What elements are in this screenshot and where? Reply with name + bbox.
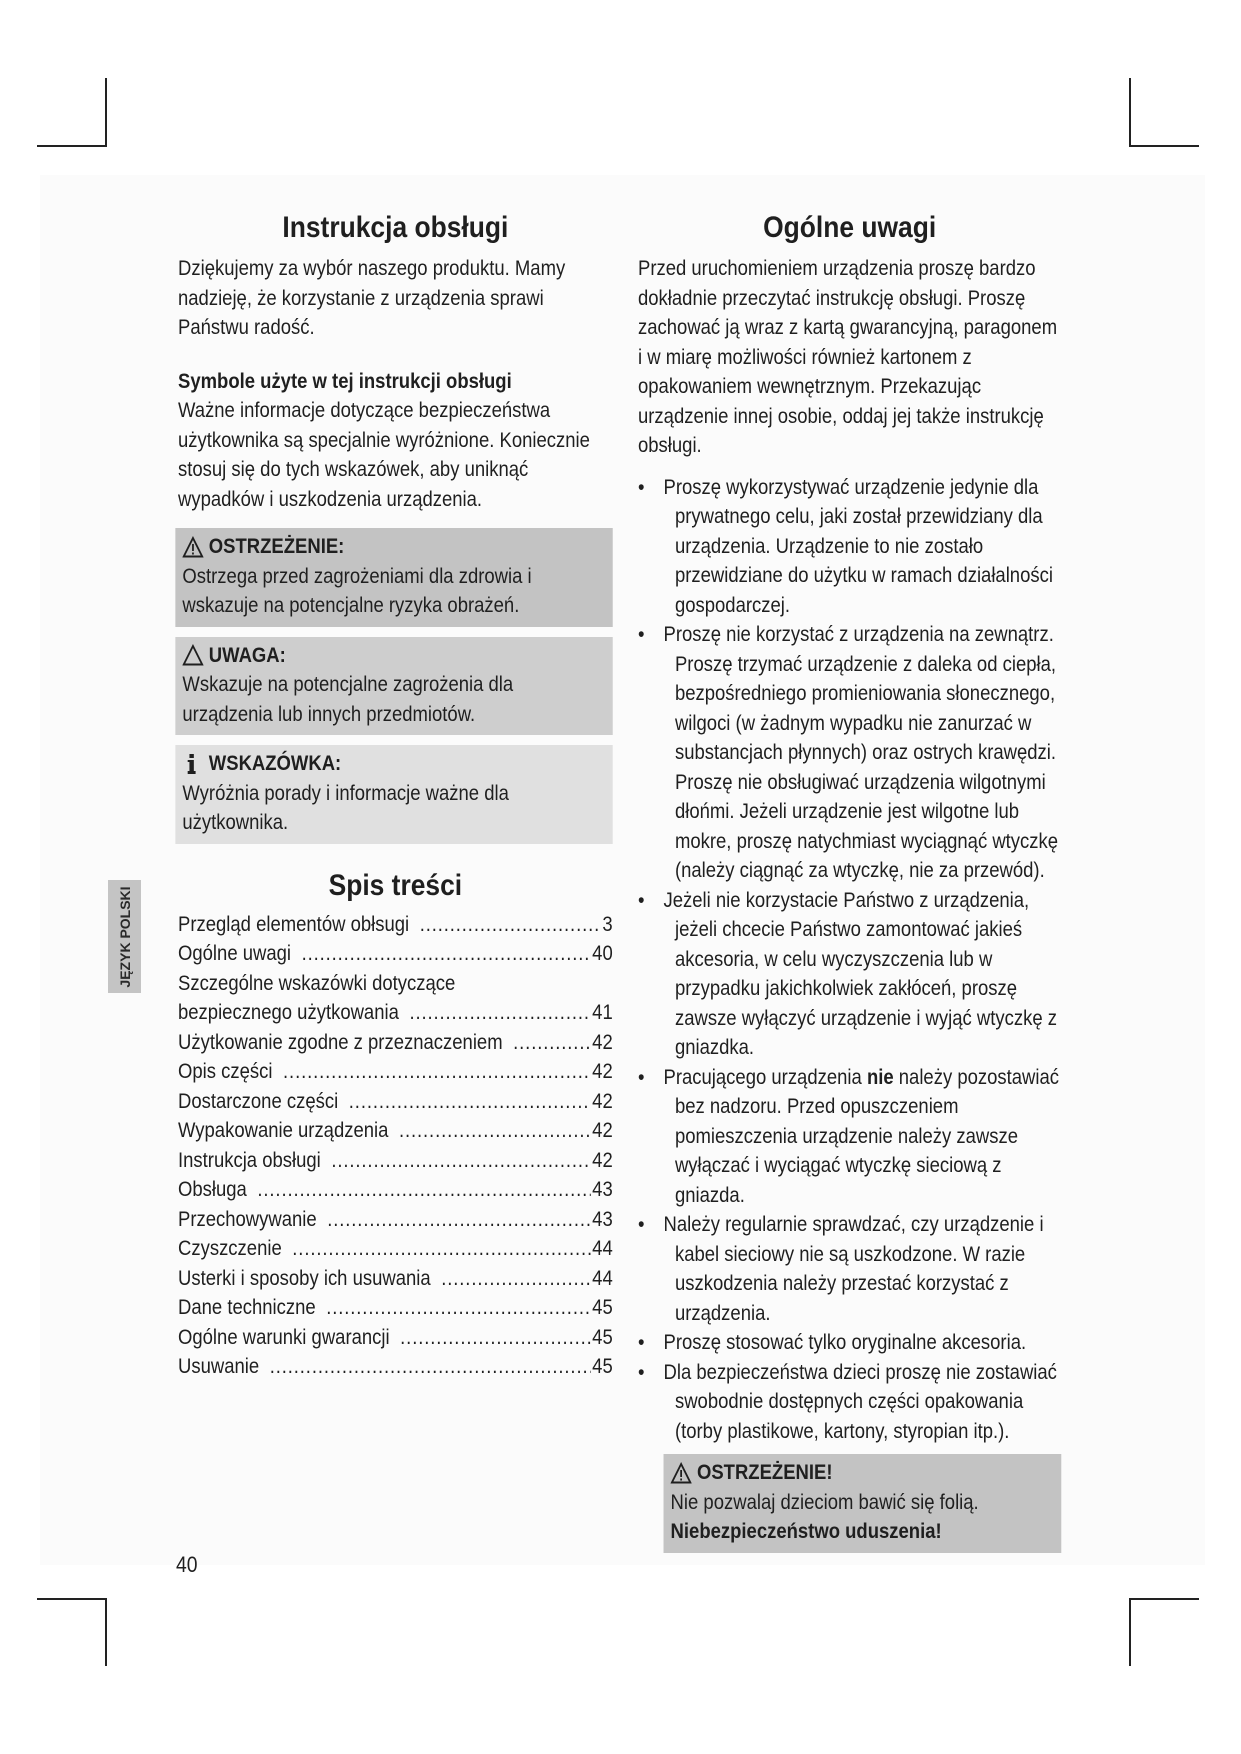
toc-dot-leader bbox=[302, 939, 591, 969]
bullet-marker: • bbox=[638, 1065, 645, 1089]
warning-notice bbox=[175, 528, 612, 627]
toc-dot-leader bbox=[257, 1175, 590, 1205]
toc-entry-page: 44 bbox=[592, 1237, 613, 1260]
crop-mark-top-left-horizontal bbox=[37, 145, 107, 147]
child-warning-box bbox=[664, 1454, 1062, 1553]
toc-dot-leader bbox=[441, 1264, 590, 1294]
safety-bullet-list bbox=[638, 473, 1061, 1447]
warning-triangle-icon bbox=[671, 1462, 692, 1484]
safety-bullet-item bbox=[638, 1063, 1061, 1211]
safety-bullet-item bbox=[638, 886, 1061, 1063]
manual-heading: Instrukcja obsługi bbox=[282, 211, 509, 244]
bullet-text bbox=[663, 1063, 1061, 1211]
child-warning-bold: Niebezpieczeństwo uduszenia! bbox=[670, 1520, 942, 1543]
toc-entry-label: Usterki i sposoby ich usuwania bbox=[178, 1266, 431, 1290]
bullet-text: Proszę nie korzystać z urządzenia na zewnątrz. Proszę trzymać urządzenie z daleka od ciepła, bezpośredniego promieniowania słonecznego, wilgoci (w żadnym wypadku nie zanurzać w substancjach płynnych) oraz ostrych krawędzi. Proszę nie obsługiwać urządzenia wilgotnymi dłońmi. Jeżeli urządzenie jest wilgotne lub mokre, proszę natychmiast wyciągnąć wtyczkę (należy ciągnąć za wtyczkę, nie za przewód). bbox=[663, 623, 1059, 882]
toc-entry bbox=[178, 1146, 613, 1176]
toc-entry-page: 45 bbox=[592, 1325, 613, 1349]
toc-entry-label: Czyszczenie bbox=[178, 1237, 282, 1260]
bullet-text: Proszę wykorzystywać urządzenie jedynie dla prywatnego celu, jaki został przewidziany dla urządzenia. Urządzenie to nie zostało przewidziane do użytku w ramach działalności gospodarczej. bbox=[663, 475, 1053, 617]
toc-entry-label: Opis części bbox=[178, 1060, 273, 1083]
bullet-text: Proszę stosować tylko oryginalne akcesoria. bbox=[663, 1331, 1027, 1354]
child-warning-text bbox=[671, 1488, 1055, 1547]
language-side-tab-label: JĘZYK POLSKI bbox=[116, 885, 133, 988]
crop-mark-top-right-horizontal bbox=[1129, 145, 1199, 147]
left-column bbox=[178, 208, 613, 1382]
general-notes-intro: Przed uruchomieniem urządzenia proszę bardzo dokładnie przeczytać instrukcję obsługi. Proszę zachować ją wraz z kartą gwarancyjną, paragonem i w miarę możliwości również kartonem z opakowaniem wewnętrznym. Przekazując urządzenie innej osobie, oddaj jej także instrukcję obsługi. bbox=[638, 257, 1058, 457]
toc-entry bbox=[178, 939, 613, 969]
crop-mark-bottom-left-vertical bbox=[105, 1598, 107, 1666]
toc-entry bbox=[178, 1264, 613, 1294]
bullet-text-emphasis: nie bbox=[866, 1065, 894, 1089]
bullet-marker: • bbox=[638, 1213, 645, 1236]
toc-entry-label: Użytkowanie zgodne z przeznaczeniem bbox=[178, 1030, 503, 1054]
caution-notice-title bbox=[182, 641, 605, 671]
page-number: 40 bbox=[176, 1552, 198, 1577]
toc-entry-page: 42 bbox=[592, 1148, 613, 1172]
toc-dot-leader bbox=[400, 1323, 590, 1353]
toc-entry-page: 41 bbox=[592, 1001, 613, 1024]
child-warning-title bbox=[671, 1458, 1055, 1488]
toc-dot-leader bbox=[270, 1352, 591, 1382]
crop-mark-top-right-vertical bbox=[1129, 78, 1131, 146]
toc-entry-page: 43 bbox=[592, 1178, 613, 1201]
intro-text: Dziękujemy za wybór naszego produktu. Mamy nadzieję, że korzystanie z urządzenia sprawi Państwu radość. bbox=[178, 257, 566, 339]
toc-entry-page: 42 bbox=[592, 1119, 613, 1142]
bullet-text: Dla bezpieczeństwa dzieci proszę nie zostawiać swobodnie dostępnych części opakowania (torby plastikowe, kartony, styropian itp.). bbox=[663, 1360, 1057, 1443]
bullet-text: Należy regularnie sprawdzać, czy urządzenie i kabel sieciowy nie są uszkodzone. W razie uszkodzenia należy przestać korzystać z urządzenia. bbox=[663, 1213, 1044, 1325]
toc-entry-label: Dostarczone części bbox=[178, 1089, 339, 1113]
right-column bbox=[638, 208, 1061, 1553]
toc-entry bbox=[178, 1087, 613, 1117]
bullet-text-part: Pracującego urządzenia bbox=[663, 1065, 867, 1089]
toc-entry bbox=[178, 998, 613, 1028]
safety-bullet-item bbox=[638, 1210, 1061, 1328]
bullet-text-part: należy pozostawiać bez nadzoru. Przed opuszczeniem pomieszczenia urządzenie należy zawsze wyłączać i wyciągać wtyczkę sieciową z gniazda. bbox=[674, 1065, 1060, 1207]
symbols-text: Ważne informacje dotyczące bezpieczeństwa użytkownika są specjalnie wyróżnione. Koniecznie stosuj się do tych wskazówek, aby uniknąć wypadków i uszkodzenia urządzenia. bbox=[178, 399, 590, 511]
toc-entry bbox=[178, 1352, 613, 1382]
toc-entry-page: 43 bbox=[592, 1207, 613, 1231]
language-side-tab bbox=[108, 880, 141, 993]
toc-dot-leader bbox=[326, 1293, 590, 1323]
toc-entry bbox=[178, 1293, 613, 1323]
hint-notice bbox=[175, 745, 612, 844]
child-warning-title-text: OSTRZEŻENIE! bbox=[696, 1461, 833, 1484]
hint-notice-title bbox=[182, 749, 605, 779]
toc-entry-label: Instrukcja obsługi bbox=[178, 1148, 321, 1172]
toc-dot-leader bbox=[349, 1087, 591, 1117]
toc-entry-page: 42 bbox=[592, 1060, 613, 1083]
bullet-marker: • bbox=[638, 888, 645, 912]
toc-entry-page: 40 bbox=[592, 942, 613, 965]
hint-notice-text: Wyróżnia porady i informacje ważne dla użytkownika. bbox=[182, 781, 509, 834]
toc-entry-page: 3 bbox=[602, 912, 613, 936]
general-notes-heading: Ogólne uwagi bbox=[763, 211, 937, 244]
toc-dot-leader bbox=[331, 1146, 590, 1176]
bullet-marker: • bbox=[638, 623, 645, 646]
toc-dot-leader bbox=[513, 1028, 590, 1058]
bullet-text: Jeżeli nie korzystacie Państwo z urządzenia, jeżeli chcecie Państwo zamontować jakieś akcesoria, w celu wyczyszczenia lub w przypadku jakichkolwiek zakłóceń, proszę zawsze wyłączyć urządzenie i wyjąć wtyczkę z gniazdka. bbox=[663, 888, 1058, 1059]
toc-entry-page: 42 bbox=[592, 1089, 613, 1113]
info-icon bbox=[182, 753, 203, 775]
toc-heading: Spis treści bbox=[328, 868, 463, 902]
bullet-marker: • bbox=[638, 1360, 645, 1384]
toc-entry bbox=[178, 1057, 613, 1087]
toc-entry-label: Ogólne warunki gwarancji bbox=[178, 1325, 390, 1349]
warning-title-text: OSTRZEŻENIE: bbox=[208, 535, 345, 558]
bullet-marker: • bbox=[638, 1331, 645, 1354]
bullet-marker: • bbox=[638, 475, 645, 499]
toc-entry-label: Obsługa bbox=[178, 1178, 247, 1201]
safety-bullet-item bbox=[638, 1328, 1061, 1358]
toc-entry-label: Ogólne uwagi bbox=[178, 942, 292, 965]
crop-mark-bottom-right-horizontal bbox=[1129, 1598, 1199, 1600]
symbols-heading: Symbole użyte w tej instrukcji obsługi bbox=[178, 369, 512, 393]
toc-entry bbox=[178, 1116, 613, 1146]
toc-entry-page: 42 bbox=[592, 1030, 613, 1054]
toc-entry-label: bezpiecznego użytkowania bbox=[178, 1001, 399, 1024]
safety-bullet-item bbox=[638, 473, 1061, 621]
warning-triangle-icon bbox=[182, 536, 203, 558]
toc-dot-leader bbox=[420, 910, 601, 940]
safety-bullet-item bbox=[638, 1358, 1061, 1447]
warning-notice-text: Ostrzega przed zagrożeniami dla zdrowia i wskazuje na potencjalne ryzyka obrażeń. bbox=[182, 564, 532, 617]
safety-bullet-item bbox=[638, 620, 1061, 886]
toc-entry-label: Dane techniczne bbox=[178, 1296, 316, 1319]
toc-dot-leader bbox=[327, 1205, 590, 1235]
caution-notice-text: Wskazuje na potencjalne zagrożenia dla urządzenia lub innych przedmiotów. bbox=[182, 673, 514, 726]
toc-entry-label: Przechowywanie bbox=[178, 1207, 317, 1231]
toc-entry-page: 44 bbox=[592, 1266, 613, 1290]
child-warning-plain: Nie pozwalaj dzieciom bawić się folią. bbox=[670, 1490, 979, 1514]
toc-dot-leader bbox=[409, 998, 590, 1028]
toc-entry bbox=[178, 1323, 613, 1353]
crop-mark-top-left-vertical bbox=[105, 78, 107, 146]
toc-entry bbox=[178, 1028, 613, 1058]
toc-dot-leader bbox=[292, 1234, 590, 1264]
caution-title-text: UWAGA: bbox=[208, 643, 286, 667]
crop-mark-bottom-left-horizontal bbox=[37, 1598, 107, 1600]
table-of-contents bbox=[178, 910, 613, 1382]
toc-entry-label: Szczególne wskazówki dotyczące bbox=[178, 971, 456, 995]
warning-notice-title bbox=[182, 532, 605, 562]
toc-entry bbox=[178, 910, 613, 940]
toc-entry bbox=[178, 1234, 613, 1264]
toc-entry-page: 45 bbox=[592, 1296, 613, 1319]
crop-mark-bottom-right-vertical bbox=[1129, 1598, 1131, 1666]
caution-notice bbox=[175, 637, 612, 736]
toc-entry-page: 45 bbox=[592, 1355, 613, 1378]
toc-entry bbox=[178, 1175, 613, 1205]
toc-entry-label: Usuwanie bbox=[178, 1355, 260, 1378]
toc-entry bbox=[178, 969, 613, 999]
caution-triangle-icon bbox=[182, 644, 203, 666]
toc-dot-leader bbox=[283, 1057, 590, 1087]
hint-title-text: WSKAZÓWKA: bbox=[208, 752, 342, 775]
toc-entry-label: Przegląd elementów obłsugi bbox=[178, 912, 410, 936]
toc-entry-label: Wypakowanie urządzenia bbox=[178, 1119, 389, 1142]
toc-dot-leader bbox=[399, 1116, 590, 1146]
toc-entry bbox=[178, 1205, 613, 1235]
